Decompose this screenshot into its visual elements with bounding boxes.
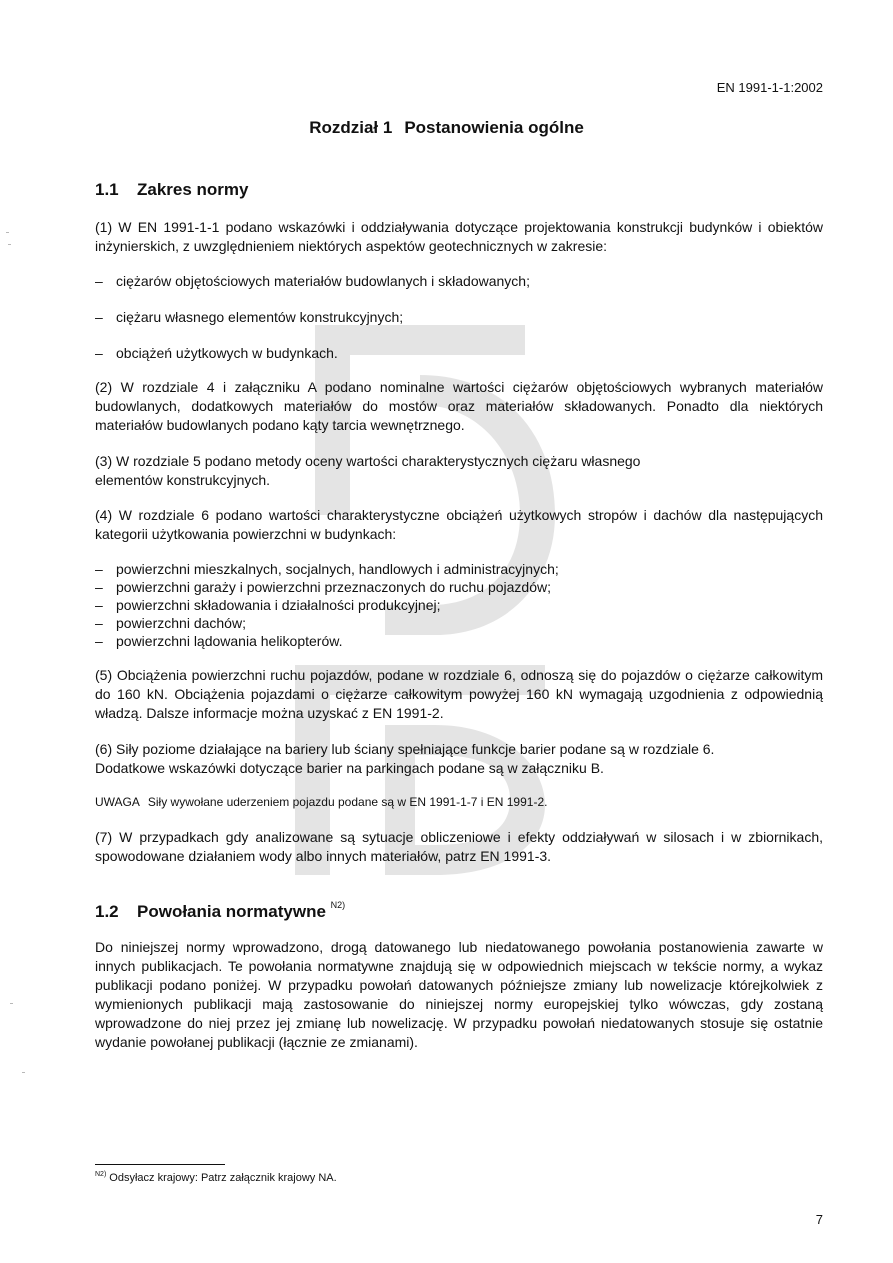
paragraph-5: (5) Obciążenia powierzchni ruchu pojazdów, podane w rozdziale 6, odnoszą się do pojazdów o ciężarze całkowitym do 160 kN. Obciążenia pojazdami o ciężarze całkowitym powyżej 160 kN wymagają uzgodnienia z odpowiednią władzą. Dalsze informacje można uzyskać z EN 1991-2. <box>95 667 823 721</box>
section-title: Powołania normatywne <box>137 902 326 921</box>
note-text: Siły wywołane uderzeniem pojazdu podane są w EN 1991-1-7 i EN 1991-2. <box>147 795 548 809</box>
page-number: 7 <box>815 1212 823 1227</box>
chapter-title: Postanowienia ogólne <box>404 118 584 137</box>
list-item: – obciążeń użytkowych w budynkach. <box>95 345 338 361</box>
footnote-reference[interactable]: N2) <box>330 900 346 910</box>
paragraph-2: (2) W rozdziale 4 i załączniku A podano nominalne wartości ciężarów objętościowych wybranych materiałów budowlanych, dodatkowych materiałów do mostów oraz materiałów składowanych. Ponadto dla niektórych materiałów budowlanych podano kąty tarcia wewnętrznego. <box>95 379 823 433</box>
footnote-separator <box>95 1164 225 1165</box>
footnote-marker: N2) <box>95 1171 107 1178</box>
list-item: – powierzchni dachów; <box>95 615 246 631</box>
list-marker: – <box>95 273 103 289</box>
paragraph-3: (3) W rozdziale 5 podano metody oceny wartości charakterystycznych ciężaru własnego elementów konstrukcyjnych. <box>95 453 641 488</box>
list-item: – powierzchni lądowania helikopterów. <box>95 633 343 649</box>
note <box>95 795 547 809</box>
list-marker: – <box>95 579 103 595</box>
list-item: – powierzchni mieszkalnych, socjalnych, handlowych i administracyjnych; <box>95 561 559 577</box>
list-marker: – <box>95 633 103 649</box>
list-marker: – <box>95 615 103 631</box>
paragraph-4: (4) W rozdziale 6 podano wartości charakterystyczne obciążeń użytkowych stropów i dachów dla następujących kategorii użytkowania powierzchni w budynkach: <box>95 507 823 542</box>
list-item: – ciężaru własnego elementów konstrukcyjnych; <box>95 309 404 325</box>
paragraph-6: (6) Siły poziome działające na bariery lub ściany spełniające funkcje barier podane są w rozdziale 6. Dodatkowe wskazówki dotyczące barier na parkingach podane są w załączniku B. <box>95 741 715 776</box>
list-marker: – <box>95 561 103 577</box>
paragraph-1-2: Do niniejszej normy wprowadzono, drogą datowanego lub niedatowanego powołania postanowienia zawarte w innych publikacjach. Te powołania normatywne znajdują się w odpowiednich miejscach w tekście normy, a wykaz publikacji podano poniżej. W przypadku powołań datowanych późniejsze zmiany lub nowelizacje którejkolwiek z wymienionych publikacji mają zastosowanie do niniejszej normy europejskiej tylko wówczas, gdy zostaną wprowadzone do niej przez jej zmianę lub nowelizację. W przypadku powołań niedatowanych stosuje się ostatnie wydanie powołanej publikacji (łącznie ze zmianami). <box>95 939 823 1050</box>
section-heading-1-1 <box>95 180 249 200</box>
chapter-heading <box>0 118 893 138</box>
section-number: 1.2 <box>95 902 119 921</box>
list-marker: – <box>95 597 103 613</box>
section-number: 1.1 <box>95 180 119 199</box>
list-marker: – <box>95 309 103 325</box>
chapter-number: Rozdział 1 <box>309 118 393 137</box>
section-title: Zakres normy <box>137 180 249 199</box>
list-item: – ciężarów objętościowych materiałów budowlanych i składowanych; <box>95 273 530 289</box>
paragraph-7: (7) W przypadkach gdy analizowane są sytuacje obliczeniowe i efekty oddziaływań w silosach i w zbiornikach, spowodowane działaniem wody albo innych materiałów, patrz EN 1991-3. <box>95 829 823 864</box>
footnote-text: Odsyłacz krajowy: Patrz załącznik krajowy NA. <box>109 1172 337 1184</box>
list-item: – powierzchni składowania i działalności produkcyjnej; <box>95 597 441 613</box>
footnote <box>95 1172 337 1184</box>
list-marker: – <box>95 345 103 361</box>
section-heading-1-2 <box>95 902 345 922</box>
list-item: – powierzchni garaży i powierzchni przeznaczonych do ruchu pojazdów; <box>95 579 552 595</box>
note-label: UWAGA <box>95 795 140 809</box>
paragraph-1: (1) W EN 1991-1-1 podano wskazówki i oddziaływania dotyczące projektowania konstrukcji budynków i obiektów inżynierskich, z uwzględnieniem niektórych aspektów geotechnicznych w zakresie: <box>95 219 823 254</box>
document-id: EN 1991-1-1:2002 <box>716 80 823 95</box>
